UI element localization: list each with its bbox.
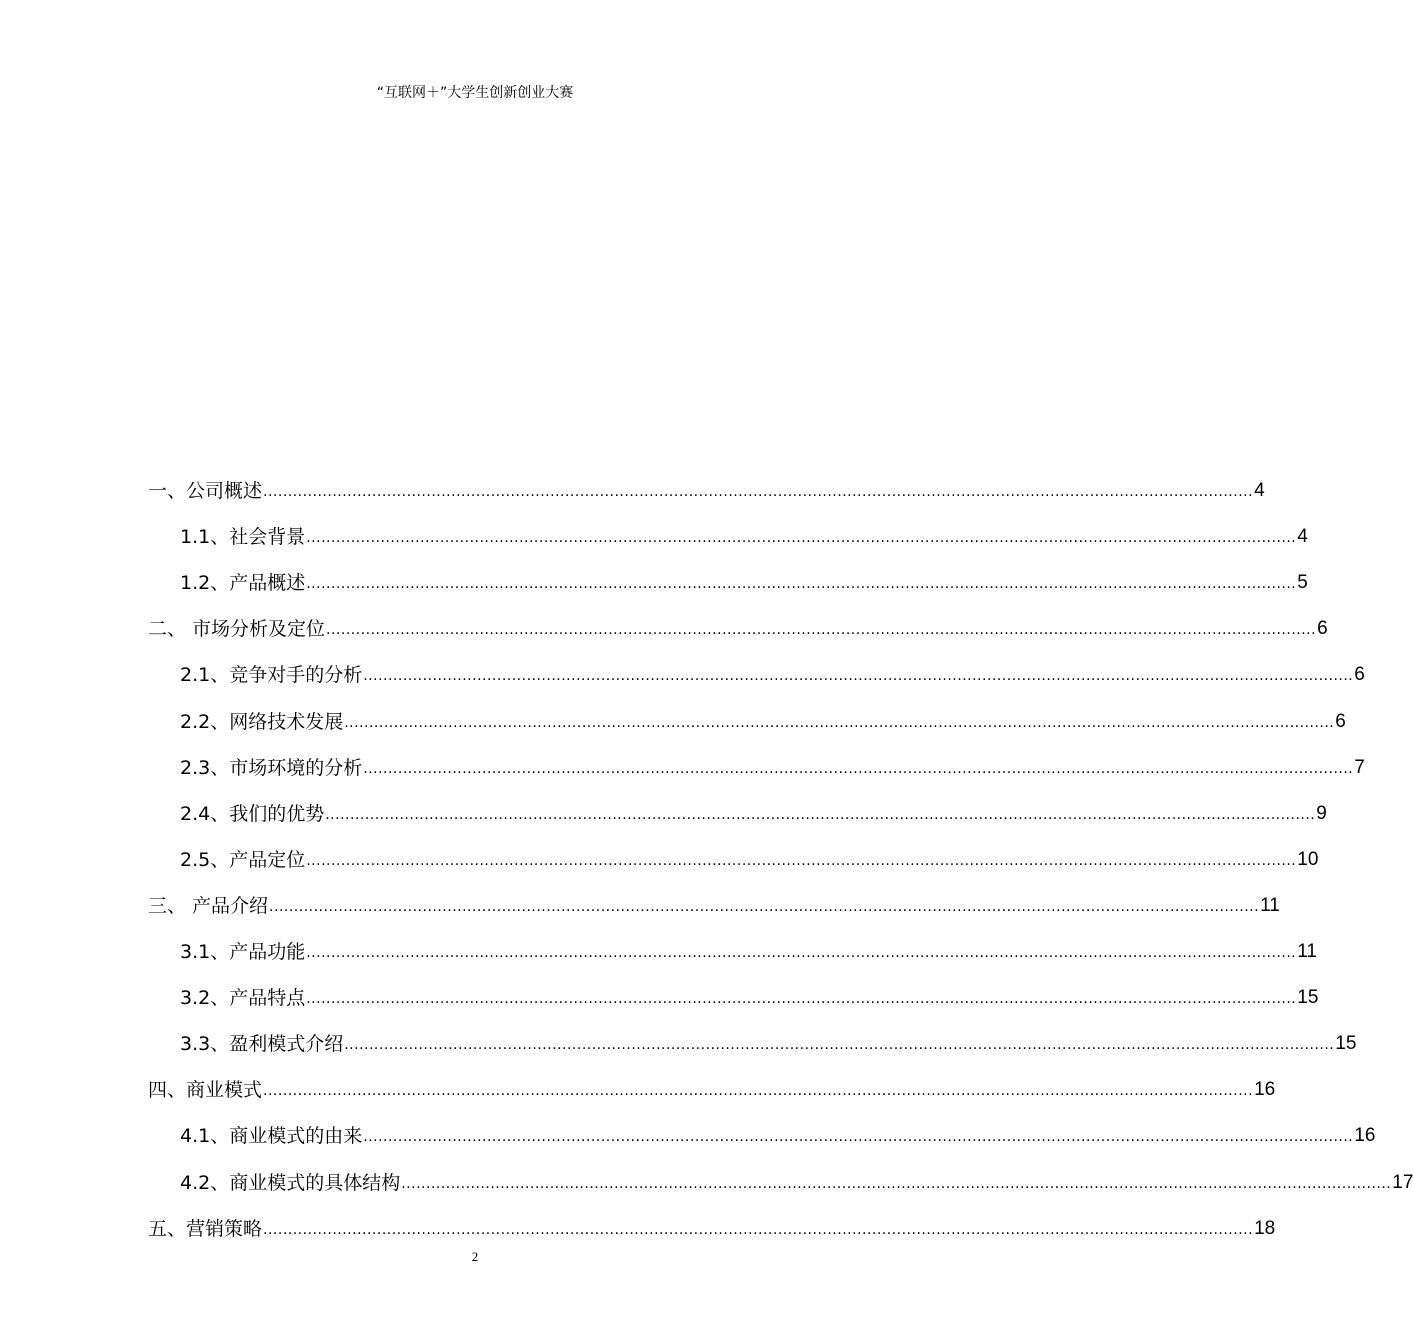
toc-dot-leader: ........................................................................................................................................................................................................: [306, 945, 1297, 962]
toc-entry[interactable]: [148, 1161, 1413, 1207]
toc-entry-title: 3.2、产品特点: [180, 987, 306, 1010]
toc-entry[interactable]: [148, 700, 1346, 746]
toc-dot-leader: ........................................................................................................................................................................................................: [306, 576, 1297, 593]
toc-entry[interactable]: [148, 885, 1280, 931]
toc-entry-page: 6: [1335, 710, 1346, 732]
toc-entry-title: 1.2、产品概述: [180, 572, 306, 595]
page-number: 2: [471, 1249, 479, 1264]
toc-entry-page: 6: [1354, 664, 1365, 686]
toc-dot-leader: ........................................................................................................................................................................................................: [363, 668, 1354, 685]
toc-entry-title: 3.1、产品功能: [180, 941, 306, 964]
toc-entry[interactable]: [148, 793, 1327, 839]
toc-entry-page: 11: [1260, 894, 1280, 916]
toc-dot-leader: ........................................................................................................................................................................................................: [363, 1129, 1354, 1146]
toc-dot-leader: ........................................................................................................................................................................................................: [263, 1221, 1254, 1238]
toc-entry[interactable]: [148, 516, 1308, 562]
toc-dot-leader: ........................................................................................................................................................................................................: [263, 484, 1254, 501]
toc-entry-page: 4: [1254, 480, 1265, 502]
toc-entry-page: 7: [1354, 756, 1365, 778]
toc-entry-page: 16: [1354, 1125, 1376, 1147]
toc-dot-leader: ........................................................................................................................................................................................................: [344, 1037, 1335, 1054]
toc-entry[interactable]: [148, 654, 1365, 700]
toc-dot-leader: ........................................................................................................................................................................................................: [306, 991, 1297, 1008]
toc-entry-title: 2.4、我们的优势: [180, 802, 325, 825]
toc-dot-leader: ........................................................................................................................................................................................................: [306, 852, 1297, 869]
toc-dot-leader: ........................................................................................................................................................................................................: [363, 760, 1354, 777]
toc-entry-title: 2.2、网络技术发展: [180, 710, 344, 733]
toc-dot-leader: ........................................................................................................................................................................................................: [263, 1083, 1254, 1100]
toc-entry-page: 15: [1297, 987, 1319, 1009]
toc-entry-page: 9: [1316, 802, 1327, 824]
page-header: “互联网＋”大学生创新创业大赛: [376, 85, 574, 101]
toc-entry-page: 11: [1297, 941, 1317, 963]
toc-entry-page: 10: [1297, 848, 1319, 870]
toc-entry[interactable]: [148, 1115, 1376, 1161]
toc-entry-page: 4: [1297, 526, 1308, 548]
toc-entry-title: 2.5、产品定位: [180, 848, 306, 871]
toc-entry[interactable]: [148, 931, 1317, 977]
toc-entry-title: 2.3、市场环境的分析: [180, 756, 363, 779]
toc-entry-title: 二、 市场分析及定位: [148, 618, 326, 641]
toc-entry-page: 16: [1254, 1079, 1276, 1101]
toc-entry-title: 四、商业模式: [148, 1079, 263, 1102]
toc-entry[interactable]: [148, 747, 1365, 793]
toc-entry-title: 三、 产品介绍: [148, 894, 269, 917]
toc-entry[interactable]: [148, 470, 1265, 516]
toc-entry-title: 一、公司概述: [148, 480, 263, 503]
toc-dot-leader: ........................................................................................................................................................................................................: [326, 622, 1317, 639]
toc-entry-page: 5: [1297, 572, 1308, 594]
toc-entry[interactable]: [148, 608, 1328, 654]
toc-entry-title: 1.1、社会背景: [180, 526, 306, 549]
toc-entry[interactable]: [148, 1069, 1276, 1115]
toc-entry-page: 15: [1335, 1033, 1357, 1055]
table-of-contents: [148, 470, 1413, 1254]
toc-dot-leader: ........................................................................................................................................................................................................: [306, 530, 1297, 547]
toc-entry-title: 4.1、商业模式的由来: [180, 1125, 363, 1148]
toc-entry-title: 五、营销策略: [148, 1217, 263, 1240]
toc-entry[interactable]: [148, 562, 1308, 608]
toc-entry-page: 18: [1254, 1217, 1276, 1239]
toc-entry-title: 3.3、盈利模式介绍: [180, 1033, 344, 1056]
toc-dot-leader: ........................................................................................................................................................................................................: [344, 714, 1335, 731]
toc-entry[interactable]: [148, 977, 1319, 1023]
toc-entry[interactable]: [148, 1023, 1357, 1069]
toc-entry-page: 17: [1392, 1171, 1413, 1193]
toc-entry[interactable]: [148, 1208, 1276, 1254]
toc-dot-leader: ........................................................................................................................................................................................................: [325, 806, 1316, 823]
toc-entry[interactable]: [148, 839, 1319, 885]
toc-entry-title: 4.2、商业模式的具体结构: [180, 1171, 401, 1194]
toc-entry-page: 6: [1317, 618, 1328, 640]
toc-dot-leader: ........................................................................................................................................................................................................: [269, 898, 1260, 915]
toc-dot-leader: ........................................................................................................................................................................................................: [401, 1175, 1392, 1192]
toc-entry-title: 2.1、竞争对手的分析: [180, 664, 363, 687]
